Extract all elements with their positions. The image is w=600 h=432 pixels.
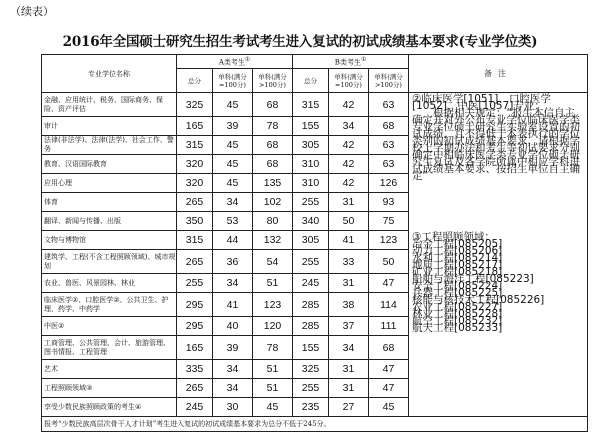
b-single-100-cell: 31 — [329, 274, 369, 293]
a-total-cell: 255 — [177, 274, 213, 293]
header-a-total: 总分 — [177, 69, 213, 93]
major-name: 金融、应用统计、税务、国际商务、保险、资产评估 — [42, 93, 177, 117]
b-single-100-cell: 42 — [329, 136, 369, 155]
a-single-gt100-cell: 68 — [253, 155, 293, 174]
major-name: 农业、兽医、风景园林、林业 — [42, 274, 177, 293]
b-total-cell: 155 — [293, 117, 329, 136]
footer-note: 报考“少数民族高层次骨干人才计划”考生进入复试的初试成绩基本要求为总分不低于245分。 — [42, 417, 588, 432]
b-single-gt100-cell: 47 — [369, 379, 409, 398]
b-single-gt100-cell: 111 — [369, 317, 409, 336]
a-single-gt100-cell: 68 — [253, 136, 293, 155]
continued-label: （续表） — [10, 5, 54, 18]
header-a-region — [177, 55, 293, 69]
a-single-100-cell: 34 — [213, 379, 253, 398]
b-single-100-cell: 33 — [329, 250, 369, 274]
major-name: 中医② — [42, 317, 177, 336]
header-major: 专业学位名称 — [42, 55, 177, 93]
a-single-gt100-cell: 135 — [253, 174, 293, 193]
header-a-sup: ① — [244, 57, 251, 64]
page-title: 2016年全国硕士研究生招生考试考生进入复试的初试成绩基本要求(专业学位类) — [62, 34, 538, 50]
b-single-100-cell: 42 — [329, 93, 369, 117]
a-single-100-cell: 45 — [213, 136, 253, 155]
b-total-cell: 235 — [293, 398, 329, 417]
a-single-gt100-cell: 78 — [253, 117, 293, 136]
a-total-cell: 350 — [177, 212, 213, 231]
remarks-cell — [409, 93, 588, 417]
a-single-100-cell: 45 — [213, 155, 253, 174]
a-single-100-cell: 34 — [213, 274, 253, 293]
b-single-100-cell: 38 — [329, 293, 369, 317]
major-name: 翻译、新闻与传播、出版 — [42, 212, 177, 231]
b-single-gt100-cell: 47 — [369, 274, 409, 293]
major-name: 文物与博物馆 — [42, 231, 177, 250]
b-single-gt100-cell: 68 — [369, 336, 409, 360]
b-single-100-cell: 50 — [329, 212, 369, 231]
header-a-label: A类考生 — [218, 58, 245, 67]
major-name: 教育、汉语国际教育 — [42, 155, 177, 174]
a-single-gt100-cell: 51 — [253, 360, 293, 379]
b-single-100-cell: 34 — [329, 117, 369, 136]
a-total-cell: 165 — [177, 117, 213, 136]
b-single-100-cell: 31 — [329, 193, 369, 212]
a-total-cell: 320 — [177, 174, 213, 193]
header-remarks: 备注 — [409, 55, 588, 93]
b-single-gt100-cell: 50 — [369, 250, 409, 274]
b-total-cell: 315 — [293, 93, 329, 117]
b-total-cell: 325 — [293, 360, 329, 379]
b-single-gt100-cell: 63 — [369, 93, 409, 117]
major-name: 艺术 — [42, 360, 177, 379]
b-total-cell: 340 — [293, 212, 329, 231]
a-single-100-cell: 40 — [213, 317, 253, 336]
score-table — [41, 54, 588, 432]
header-b-total: 总分 — [293, 69, 329, 93]
b-total-cell: 310 — [293, 155, 329, 174]
a-single-gt100-cell: 102 — [253, 193, 293, 212]
b-single-gt100-cell: 114 — [369, 293, 409, 317]
a-total-cell: 295 — [177, 293, 213, 317]
remarks-engineering-list: ③工程照顾领域： 冶金工程[085205] 动力工程[085206] 水利工程[085214] 地质工程[085217] 矿业工程[085218] 船舶与海洋工程[085223] 安全工程[085224] 兵器工程[085225] 核能与核技术工程[085226] 农业工程[085227] 林业工程[085228] 航空工程[085232] 航天工程[085233] — [412, 231, 545, 334]
a-total-cell: 295 — [177, 317, 213, 336]
b-single-100-cell: 31 — [329, 379, 369, 398]
b-single-100-cell: 37 — [329, 317, 369, 336]
a-single-100-cell: 30 — [213, 398, 253, 417]
table-row — [42, 93, 588, 117]
b-single-gt100-cell: 63 — [369, 136, 409, 155]
b-single-gt100-cell: 45 — [369, 398, 409, 417]
a-total-cell: 315 — [177, 231, 213, 250]
b-total-cell: 305 — [293, 136, 329, 155]
header-b-label: B类考生 — [334, 58, 361, 67]
header-a-single-100: 单科(满分=100分) — [213, 69, 253, 93]
b-total-cell: 255 — [293, 379, 329, 398]
b-total-cell: 310 — [293, 174, 329, 193]
major-name: 临床医学②、口腔医学②、公共卫生、护理、药学、中药学 — [42, 293, 177, 317]
b-single-100-cell: 27 — [329, 398, 369, 417]
a-single-100-cell: 44 — [213, 231, 253, 250]
a-total-cell: 325 — [177, 93, 213, 117]
a-single-gt100-cell: 132 — [253, 231, 293, 250]
header-b-single-gt100: 单科(满分>100分) — [369, 69, 409, 93]
b-single-gt100-cell: 126 — [369, 174, 409, 193]
b-single-100-cell: 41 — [329, 231, 369, 250]
b-single-100-cell: 34 — [329, 336, 369, 360]
header-a-single-gt100: 单科(满分>100分) — [253, 69, 293, 93]
a-single-gt100-cell: 54 — [253, 250, 293, 274]
b-total-cell: 285 — [293, 293, 329, 317]
b-single-gt100-cell: 47 — [369, 360, 409, 379]
header-b-region — [293, 55, 409, 69]
a-single-100-cell: 53 — [213, 212, 253, 231]
a-single-gt100-cell: 78 — [253, 336, 293, 360]
major-name: 享受少数民族照顾政策的考生④ — [42, 398, 177, 417]
b-total-cell: 155 — [293, 336, 329, 360]
b-single-gt100-cell: 68 — [369, 117, 409, 136]
major-name: 体育 — [42, 193, 177, 212]
a-total-cell: 320 — [177, 155, 213, 174]
a-total-cell: 265 — [177, 250, 213, 274]
remarks-medical-note: ②临床医学[1051]、口腔医学[1052]、中医[1057]专业： 根据相关规定：“报生本信自主确定并对外公布专业学位临床医学类专业学位硕士研究生实验室设置的初试成绩，且不得低于本表执行的学位类别的初试成绩基本要求，请根据学校上学期办法和考生等初试要求分别确定中相临床医学类专业学位硕士研究生复试及各学院所属中相应学科进试成绩基本要求、按招生单位自主确定” — [412, 93, 580, 182]
a-single-gt100-cell: 51 — [253, 274, 293, 293]
b-total-cell: 285 — [293, 317, 329, 336]
a-single-100-cell: 45 — [213, 93, 253, 117]
a-single-100-cell: 34 — [213, 193, 253, 212]
a-single-gt100-cell: 120 — [253, 317, 293, 336]
a-single-100-cell: 39 — [213, 336, 253, 360]
a-single-100-cell: 39 — [213, 117, 253, 136]
b-total-cell: 255 — [293, 193, 329, 212]
a-single-100-cell: 45 — [213, 174, 253, 193]
b-single-gt100-cell: 75 — [369, 212, 409, 231]
a-single-gt100-cell: 45 — [253, 398, 293, 417]
a-total-cell: 245 — [177, 398, 213, 417]
header-b-sup: ① — [360, 57, 367, 64]
a-single-gt100-cell: 123 — [253, 293, 293, 317]
b-single-100-cell: 42 — [329, 155, 369, 174]
major-name: 应用心理 — [42, 174, 177, 193]
b-single-gt100-cell: 93 — [369, 193, 409, 212]
a-total-cell: 265 — [177, 379, 213, 398]
a-single-100-cell: 41 — [213, 293, 253, 317]
major-name: 工程照顾领域③ — [42, 379, 177, 398]
a-single-gt100-cell: 80 — [253, 212, 293, 231]
b-single-gt100-cell: 63 — [369, 155, 409, 174]
b-single-gt100-cell: 123 — [369, 231, 409, 250]
b-total-cell: 305 — [293, 231, 329, 250]
major-name: 审计 — [42, 117, 177, 136]
a-single-gt100-cell: 68 — [253, 93, 293, 117]
b-total-cell: 245 — [293, 274, 329, 293]
major-name: 建筑学、工程(不含工程照顾领域)、城市规划 — [42, 250, 177, 274]
b-single-100-cell: 42 — [329, 174, 369, 193]
a-single-gt100-cell: 51 — [253, 379, 293, 398]
a-total-cell: 265 — [177, 193, 213, 212]
a-total-cell: 315 — [177, 136, 213, 155]
a-total-cell: 335 — [177, 360, 213, 379]
a-single-100-cell: 36 — [213, 250, 253, 274]
header-b-single-100: 单科(满分=100分) — [329, 69, 369, 93]
a-total-cell: 165 — [177, 336, 213, 360]
a-single-100-cell: 34 — [213, 360, 253, 379]
major-name: 工商管理、公共管理、会计、旅游管理、图书情报、工程管理 — [42, 336, 177, 360]
b-single-100-cell: 31 — [329, 360, 369, 379]
major-name: 法律(非法学)、法律(法学)、社会工作、警务 — [42, 136, 177, 155]
b-total-cell: 255 — [293, 250, 329, 274]
